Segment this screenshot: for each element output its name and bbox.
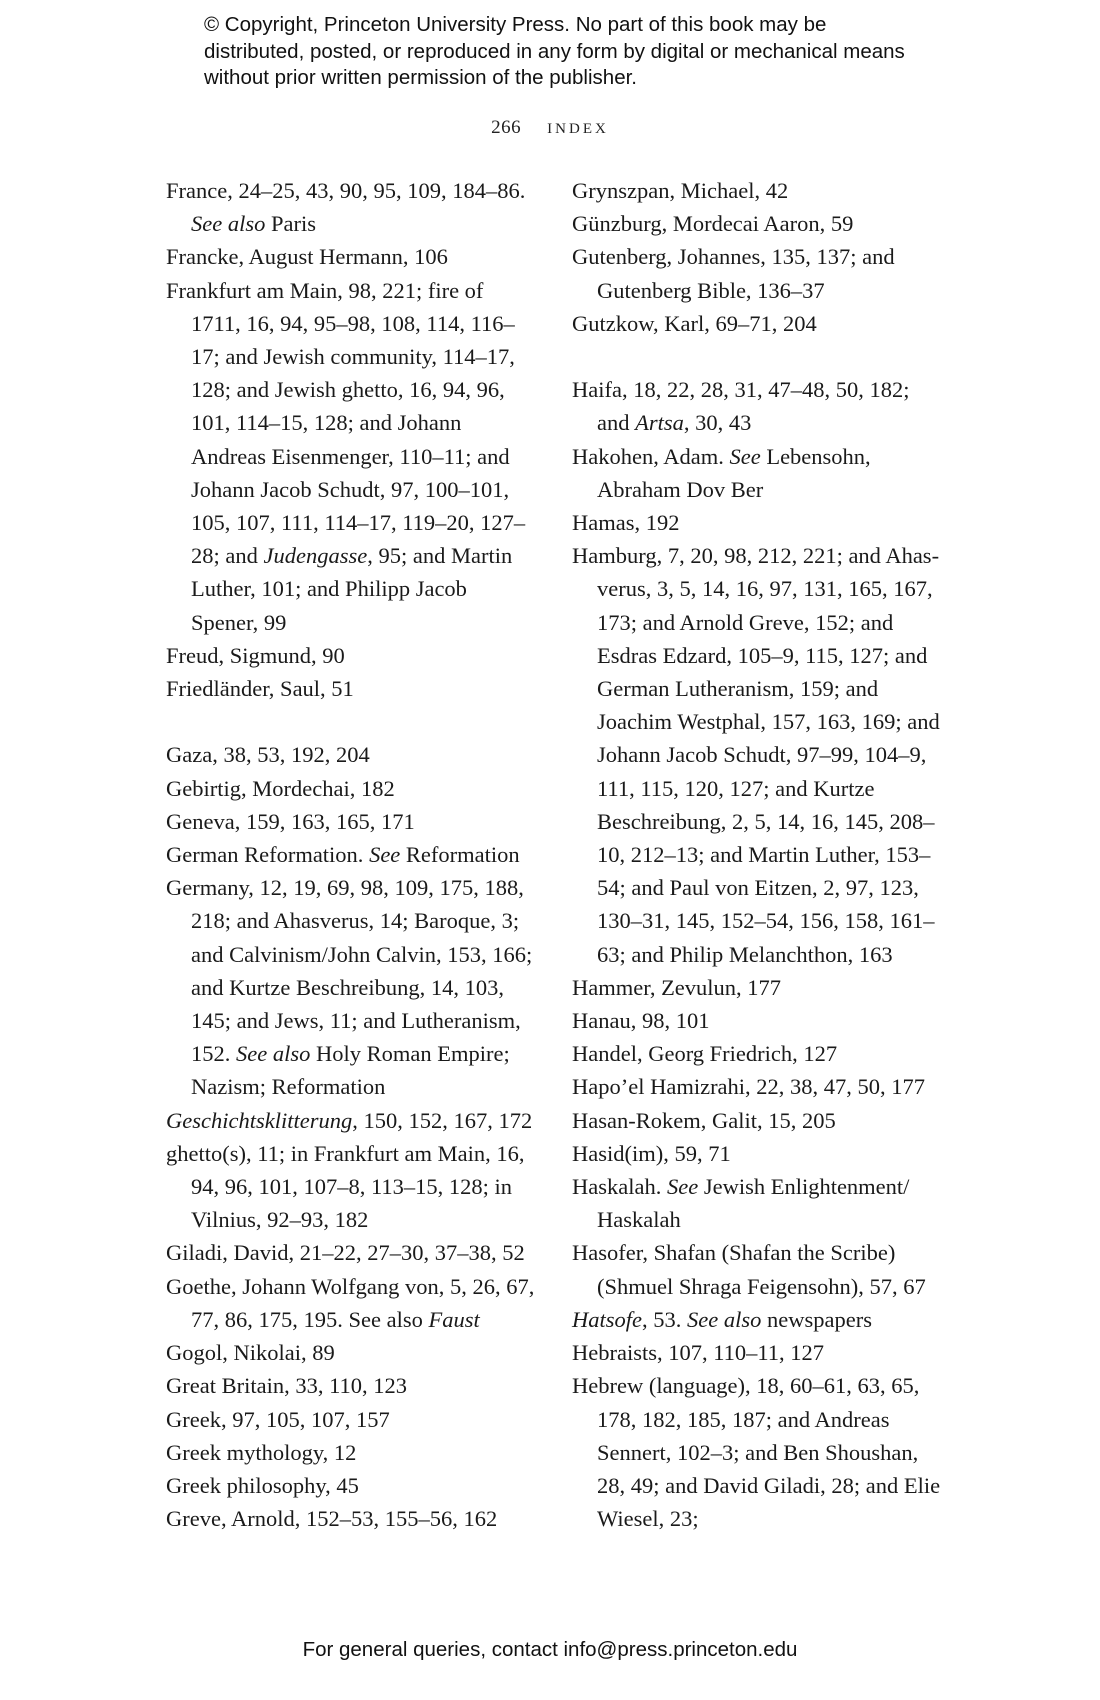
index-entry bbox=[166, 240, 536, 273]
section-title: index bbox=[547, 114, 609, 138]
index-entry-text: , 95; and Martin Luther, 101; and Philipp Jacob Spener, 99 bbox=[191, 543, 513, 635]
index-entry bbox=[166, 1236, 536, 1269]
index-entry-text: Jewish Enlightenment/ Haskalah bbox=[597, 1174, 910, 1233]
index-entry-text: Grynszpan, Michael, 42 bbox=[572, 178, 789, 203]
index-entry bbox=[166, 174, 536, 240]
index-entry-text: Great Britain, 33, 110, 123 bbox=[166, 1373, 407, 1399]
index-entry-italic: See bbox=[666, 1174, 699, 1200]
index-entry-italic: Geschichtsklitterung bbox=[166, 1107, 353, 1133]
index-entry bbox=[166, 1502, 536, 1535]
index-entry-text: , 30, 43 bbox=[683, 410, 752, 436]
copyright-notice: © Copyright, Princeton University Press. No part of this book may be distributed, posted, or reproduced in any form by digital or mechanical means without prior written permission of the publisher. bbox=[204, 13, 905, 89]
index-entry bbox=[166, 838, 536, 871]
index-entry-text: , 150, 152, 167, 172 bbox=[352, 1107, 533, 1133]
index-entry-text: Goethe, Johann Wolfgang von, 5, 26, 67, 77, 86, 175, 195. See also bbox=[166, 1273, 535, 1332]
index-entry-italic: Faust bbox=[428, 1306, 480, 1332]
index-entry-text: Lebensohn, Abraham Dov Ber bbox=[597, 443, 871, 502]
index-entry bbox=[572, 1004, 942, 1037]
index-entry-text: Hebraists, 107, 110–11, 127 bbox=[572, 1340, 825, 1366]
index-entry-text: Hasofer, Shafan (Shafan the Scribe) (Shmuel Shraga Feigensohn), 57, 67 bbox=[572, 1240, 926, 1299]
index-entry-text: Haifa, 18, 22, 28, 31, 47–48, 50, 182; and bbox=[572, 377, 910, 436]
index-entry-text: Freud, Sigmund, 90 bbox=[166, 642, 345, 668]
index-entry bbox=[166, 772, 536, 805]
index-entry-text: Reformation bbox=[400, 842, 520, 868]
index-entry-italic: See bbox=[729, 443, 761, 469]
index-entry-text: Paris bbox=[265, 211, 316, 237]
index-entry-italic: See also bbox=[236, 1041, 311, 1067]
index-entry bbox=[572, 307, 942, 340]
index-entry-text: Hammer, Zevulun, 177 bbox=[572, 974, 782, 1000]
index-entry-text: Hakohen, Adam. bbox=[572, 443, 730, 469]
index-entry-text: Greek philosophy, 45 bbox=[166, 1472, 359, 1498]
index-entry bbox=[572, 1170, 942, 1236]
index-entry bbox=[166, 1369, 536, 1402]
index-entry-text: Handel, Georg Friedrich, 127 bbox=[572, 1041, 838, 1067]
index-entry bbox=[166, 672, 536, 705]
index-entry-text: Germany, 12, 19, 69, 98, 109, 175, 188, 218; and Ahasverus, 14; Baroque, 3; and Calvinism/John Calvin, 153, 166; and Kurtze Beschreibung, 14, 103, 145; and Jews, 11; and Lutheranism, 152. bbox=[166, 875, 533, 1067]
index-entry-text: Geneva, 159, 163, 165, 171 bbox=[166, 808, 415, 834]
letter-group-gap bbox=[572, 340, 942, 373]
index-entry bbox=[166, 1436, 536, 1469]
index-entry bbox=[166, 1469, 536, 1502]
index-entry bbox=[572, 373, 942, 439]
index-entry-italic: Hatsofe bbox=[572, 1306, 642, 1332]
index-entry bbox=[572, 1070, 942, 1103]
footer-contact: For general queries, contact info@press.princeton.edu bbox=[302, 1638, 798, 1661]
index-entry-text: Frankfurt am Main, 98, 221; fire of 1711, 16, 94, 95–98, 108, 114, 116–17; and Jewish community, 114–17, 128; and Jewish ghetto, 16, 94, 96, 101, 114–15, 128; and Johann Andreas Eisenmenger, 110–11; and Johann Jacob Schudt, 97, 100–101, 105, 107, 111, 114–17, 119–20, 127–28; and bbox=[166, 277, 526, 569]
index-entry-text: Greve, Arnold, 152–53, 155–56, 162 bbox=[166, 1506, 498, 1532]
index-entry bbox=[166, 738, 536, 771]
index-entry-text: Greek mythology, 12 bbox=[166, 1439, 357, 1465]
index-entry-text: Gutzkow, Karl, 69–71, 204 bbox=[572, 310, 817, 336]
index-entry bbox=[572, 539, 942, 971]
index-entry-text: ghetto(s), 11; in Frankfurt am Main, 16, 94, 96, 101, 107–8, 113–15, 128; in Vilnius, 92–93, 182 bbox=[166, 1140, 525, 1233]
index-entry bbox=[166, 639, 536, 672]
index-entry bbox=[572, 174, 942, 207]
index-entry bbox=[572, 1037, 942, 1070]
index-entry-text: German Reformation. bbox=[166, 842, 370, 868]
index-entry-text: Gogol, Nikolai, 89 bbox=[166, 1340, 335, 1366]
index-entry-text: Hebrew (language), 18, 60–61, 63, 65, 178, 182, 185, 187; and Andreas Sennert, 102–3; and Ben Shoushan, 28, 49; and David Giladi, 28; and Elie Wiesel, 23; bbox=[572, 1373, 941, 1532]
index-entry bbox=[166, 1270, 536, 1336]
index-entry-text: Hasan-Rokem, Galit, 15, 205 bbox=[572, 1107, 836, 1133]
index-entry-text: France, 24–25, 43, 90, 95, 109, 184–86. bbox=[166, 178, 526, 203]
index-entry-text: Haskalah. bbox=[572, 1174, 667, 1200]
index-entry bbox=[166, 1104, 536, 1137]
index-entry bbox=[572, 506, 942, 539]
index-entry-italic: See also bbox=[191, 211, 266, 237]
index-entry bbox=[166, 871, 536, 1103]
index-entry-text: Gutenberg, Johannes, 135, 137; and Gutenberg Bible, 136–37 bbox=[572, 244, 895, 303]
index-entry bbox=[572, 207, 942, 240]
index-entry-text: Günzburg, Mordecai Aaron, 59 bbox=[572, 211, 854, 237]
index-entry bbox=[572, 240, 942, 306]
index-entry bbox=[166, 805, 536, 838]
index-entry bbox=[572, 440, 942, 506]
index-entry bbox=[572, 1236, 942, 1302]
letter-group-gap bbox=[166, 705, 536, 738]
index-entry-text: Gebirtig, Mordechai, 182 bbox=[166, 775, 395, 801]
page-number: 266 bbox=[491, 117, 522, 138]
index-entry-text: Holy Roman Empire; Nazism; Reformation bbox=[191, 1041, 510, 1100]
index-entry bbox=[572, 1104, 942, 1137]
index-entry bbox=[572, 1303, 942, 1336]
index-entry-text: Friedländer, Saul, 51 bbox=[166, 676, 354, 702]
index-entry-text: newspapers bbox=[761, 1306, 872, 1332]
running-head bbox=[0, 114, 1100, 139]
index-entry bbox=[166, 1336, 536, 1369]
index-entry-text: , 53. bbox=[642, 1306, 687, 1332]
index-entry-text: Greek, 97, 105, 107, 157 bbox=[166, 1406, 390, 1432]
index-entry bbox=[166, 274, 536, 639]
index-entry-text: Hanau, 98, 101 bbox=[572, 1008, 710, 1034]
index-entry bbox=[572, 1369, 942, 1535]
index-entry-text: Gaza, 38, 53, 192, 204 bbox=[166, 742, 370, 768]
index-entry bbox=[572, 1137, 942, 1170]
index-column-left bbox=[166, 174, 536, 1535]
index-entry-text: Hamburg, 7, 20, 98, 212, 221; and Ahasverus, 3, 5, 14, 16, 97, 131, 165, 167, 173; and Arnold Greve, 152; and Esdras Edzard, 105–9, 115, 127; and German Lutheranism, 159; and Joachim Westphal, 157, 163, 169; and Johann Jacob Schudt, 97–99, 104–9, 111, 115, 120, 127; and Kurtze Beschreibung, 2, 5, 14, 16, 145, 208–10, 212–13; and Martin Luther, 153–54; and Paul von Eitzen, 2, 97, 123, 130–31, 145, 152–54, 156, 158, 161–63; and Philip Melanchthon, 163 bbox=[572, 543, 940, 967]
index-entry-italic: Artsa bbox=[635, 410, 684, 436]
index-column-right bbox=[572, 174, 942, 1535]
index-entry-italic: See also bbox=[687, 1306, 762, 1332]
index-entry-text: Hasid(im), 59, 71 bbox=[572, 1140, 731, 1166]
index-entry bbox=[166, 1137, 536, 1237]
index-entry bbox=[572, 971, 942, 1004]
index-entry-text: Francke, August Hermann, 106 bbox=[166, 244, 448, 270]
index-entry-text: Hamas, 192 bbox=[572, 510, 680, 536]
index-entry-italic: See bbox=[369, 842, 401, 868]
index-entry bbox=[166, 1403, 536, 1436]
index-entry bbox=[572, 1336, 942, 1369]
index-entry-text: Hapo’el Hamizrahi, 22, 38, 47, 50, 177 bbox=[572, 1074, 926, 1100]
index-entry-text: Giladi, David, 21–22, 27–30, 37–38, 52 bbox=[166, 1240, 525, 1266]
index-entry-italic: Judengasse bbox=[263, 543, 368, 569]
